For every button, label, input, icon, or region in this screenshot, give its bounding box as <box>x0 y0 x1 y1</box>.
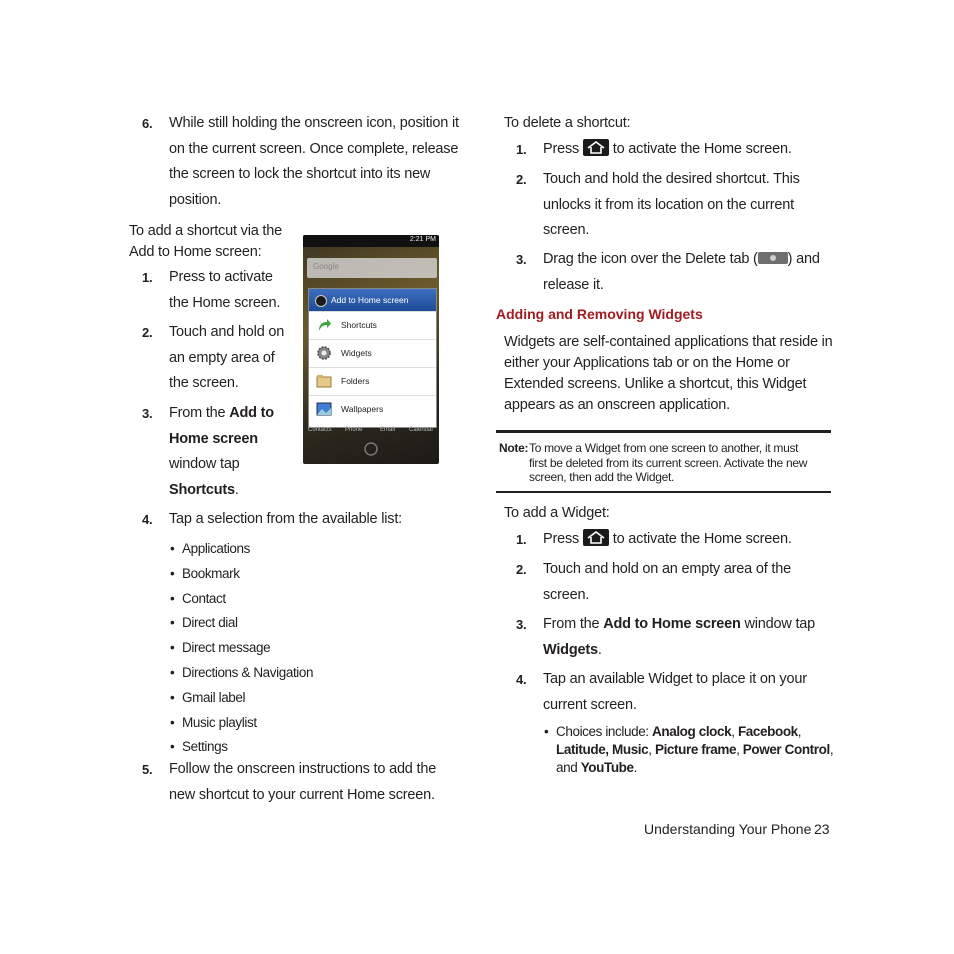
step-text: While still holding the onscreen icon, position it <box>169 115 459 131</box>
list-item: • Directions & Navigation <box>170 664 314 680</box>
step-text: position. <box>169 191 222 208</box>
intro-add-shortcut: To add a shortcut via the Add to Home screen: <box>129 223 282 260</box>
note-box: Note: To move a Widget from one screen to another, it must first be deleted from its current screen. Activate the new screen, then add the Widget. <box>499 441 808 484</box>
menu-item-widgets[interactable]: Widgets <box>309 339 436 367</box>
home-key-icon <box>583 139 609 156</box>
folder-icon <box>316 373 332 389</box>
home-circle-icon <box>364 442 378 456</box>
menu-title: Add to Home screen <box>309 289 436 311</box>
picture-icon <box>316 401 332 417</box>
note-bottom-rule <box>496 491 831 493</box>
dock: Contacts Phone Email Calendar <box>303 427 439 464</box>
menu-item-folders[interactable]: Folders <box>309 367 436 395</box>
list-item: • Music playlist <box>170 714 257 730</box>
shortcut-options-list <box>170 537 313 760</box>
step-text: the screen to lock the shortcut into its new <box>169 166 431 182</box>
list-item: • Bookmark <box>170 565 240 581</box>
home-key-icon <box>583 529 609 546</box>
page-number: 23 <box>814 821 830 837</box>
gear-icon <box>316 345 332 361</box>
list-item: • Contact <box>170 590 226 606</box>
intro-delete-shortcut: To delete a shortcut: <box>504 115 631 131</box>
section-heading: Adding and Removing Widgets <box>496 306 703 322</box>
widget-choices: • Choices include: Analog clock, Facebook, Latitude, Music, Picture frame, Power Control, and YouTube. <box>544 724 834 775</box>
phone-screenshot <box>303 235 439 464</box>
status-time: 2:21 PM <box>409 236 436 243</box>
list-item: • Gmail label <box>170 689 246 705</box>
menu-item-shortcuts[interactable]: Shortcuts <box>309 311 436 339</box>
status-bar <box>303 235 439 247</box>
google-search-bar: Google <box>307 258 437 278</box>
step-text: on the current screen. Once complete, release <box>169 140 459 157</box>
delete-tab-icon <box>758 252 788 264</box>
shortcut-arrow-icon <box>316 317 332 333</box>
list-item: • Direct message <box>170 640 271 656</box>
footer-section-title: Understanding Your Phone <box>644 821 812 837</box>
step-number: 6. <box>142 116 153 131</box>
manual-page: 6. While still holding the onscreen icon, position it on the current screen. Once complete, release the screen to lock the shortcut into its new position. To add a shortcut via the Add to Home screen: 1. Press to activate the Home screen. 2. Touch and hold on an empty area of the screen. 3. From the Add to Home screen window tap Shortcuts. 4. Tap a selection from the available list: • Applications • Bookmark • Contact • Direct dial • Direct message • Directions & Navigation • Gmail label • Music playlist • Settings 5. Follow the onscreen instructions to add the new shortcut to your current Home screen. 2:21 PM Google Add to Home screen Shortcuts Widgets Folders Wallpapers Contacts Phone Email Calendar To delete a shortcut: 1. Press to activate the Home screen. 2. Touch and hold the desired shortcut. This unlocks it from its location on the current screen. 3. Drag the icon over the Delete tab ( ) and release it. Adding and Removing Widgets Widgets are self-contained applications that reside in either your Applications tab or on the Home or Extended screens. Unlike a shortcut, this Widget appears as an onscreen application. Note: To move a Widget from one screen to another, it must first be deleted from its current screen. Activate the new screen, then add the Widget. To add a Widget: 1. Press to activate the Home screen. 2. Touch and hold on an empty area of the screen. 3. From the Add to Home screen window tap Widgets. 4. Tap an available Widget to place it on your current screen. • Choices include: Analog clock, Facebook, Latitude, Music, Picture frame, Power Control, and YouTube. Understanding Your Phone 23 <box>0 0 954 954</box>
list-item: • Applications <box>170 541 250 556</box>
note-label: Note: <box>499 441 529 455</box>
list-item: • Settings <box>170 739 228 755</box>
add-to-home-menu <box>308 288 437 428</box>
intro-add-widget: To add a Widget: <box>504 505 610 521</box>
list-item: • Direct dial <box>170 615 238 631</box>
widgets-paragraph: Widgets are self-contained applications that reside in either your Applications tab or on the Home or Extended screens. Unlike a shortcut, this Widget appears as an onscreen application. <box>504 334 833 413</box>
menu-item-wallpapers[interactable]: Wallpapers <box>309 395 436 423</box>
note-top-rule <box>496 430 831 433</box>
